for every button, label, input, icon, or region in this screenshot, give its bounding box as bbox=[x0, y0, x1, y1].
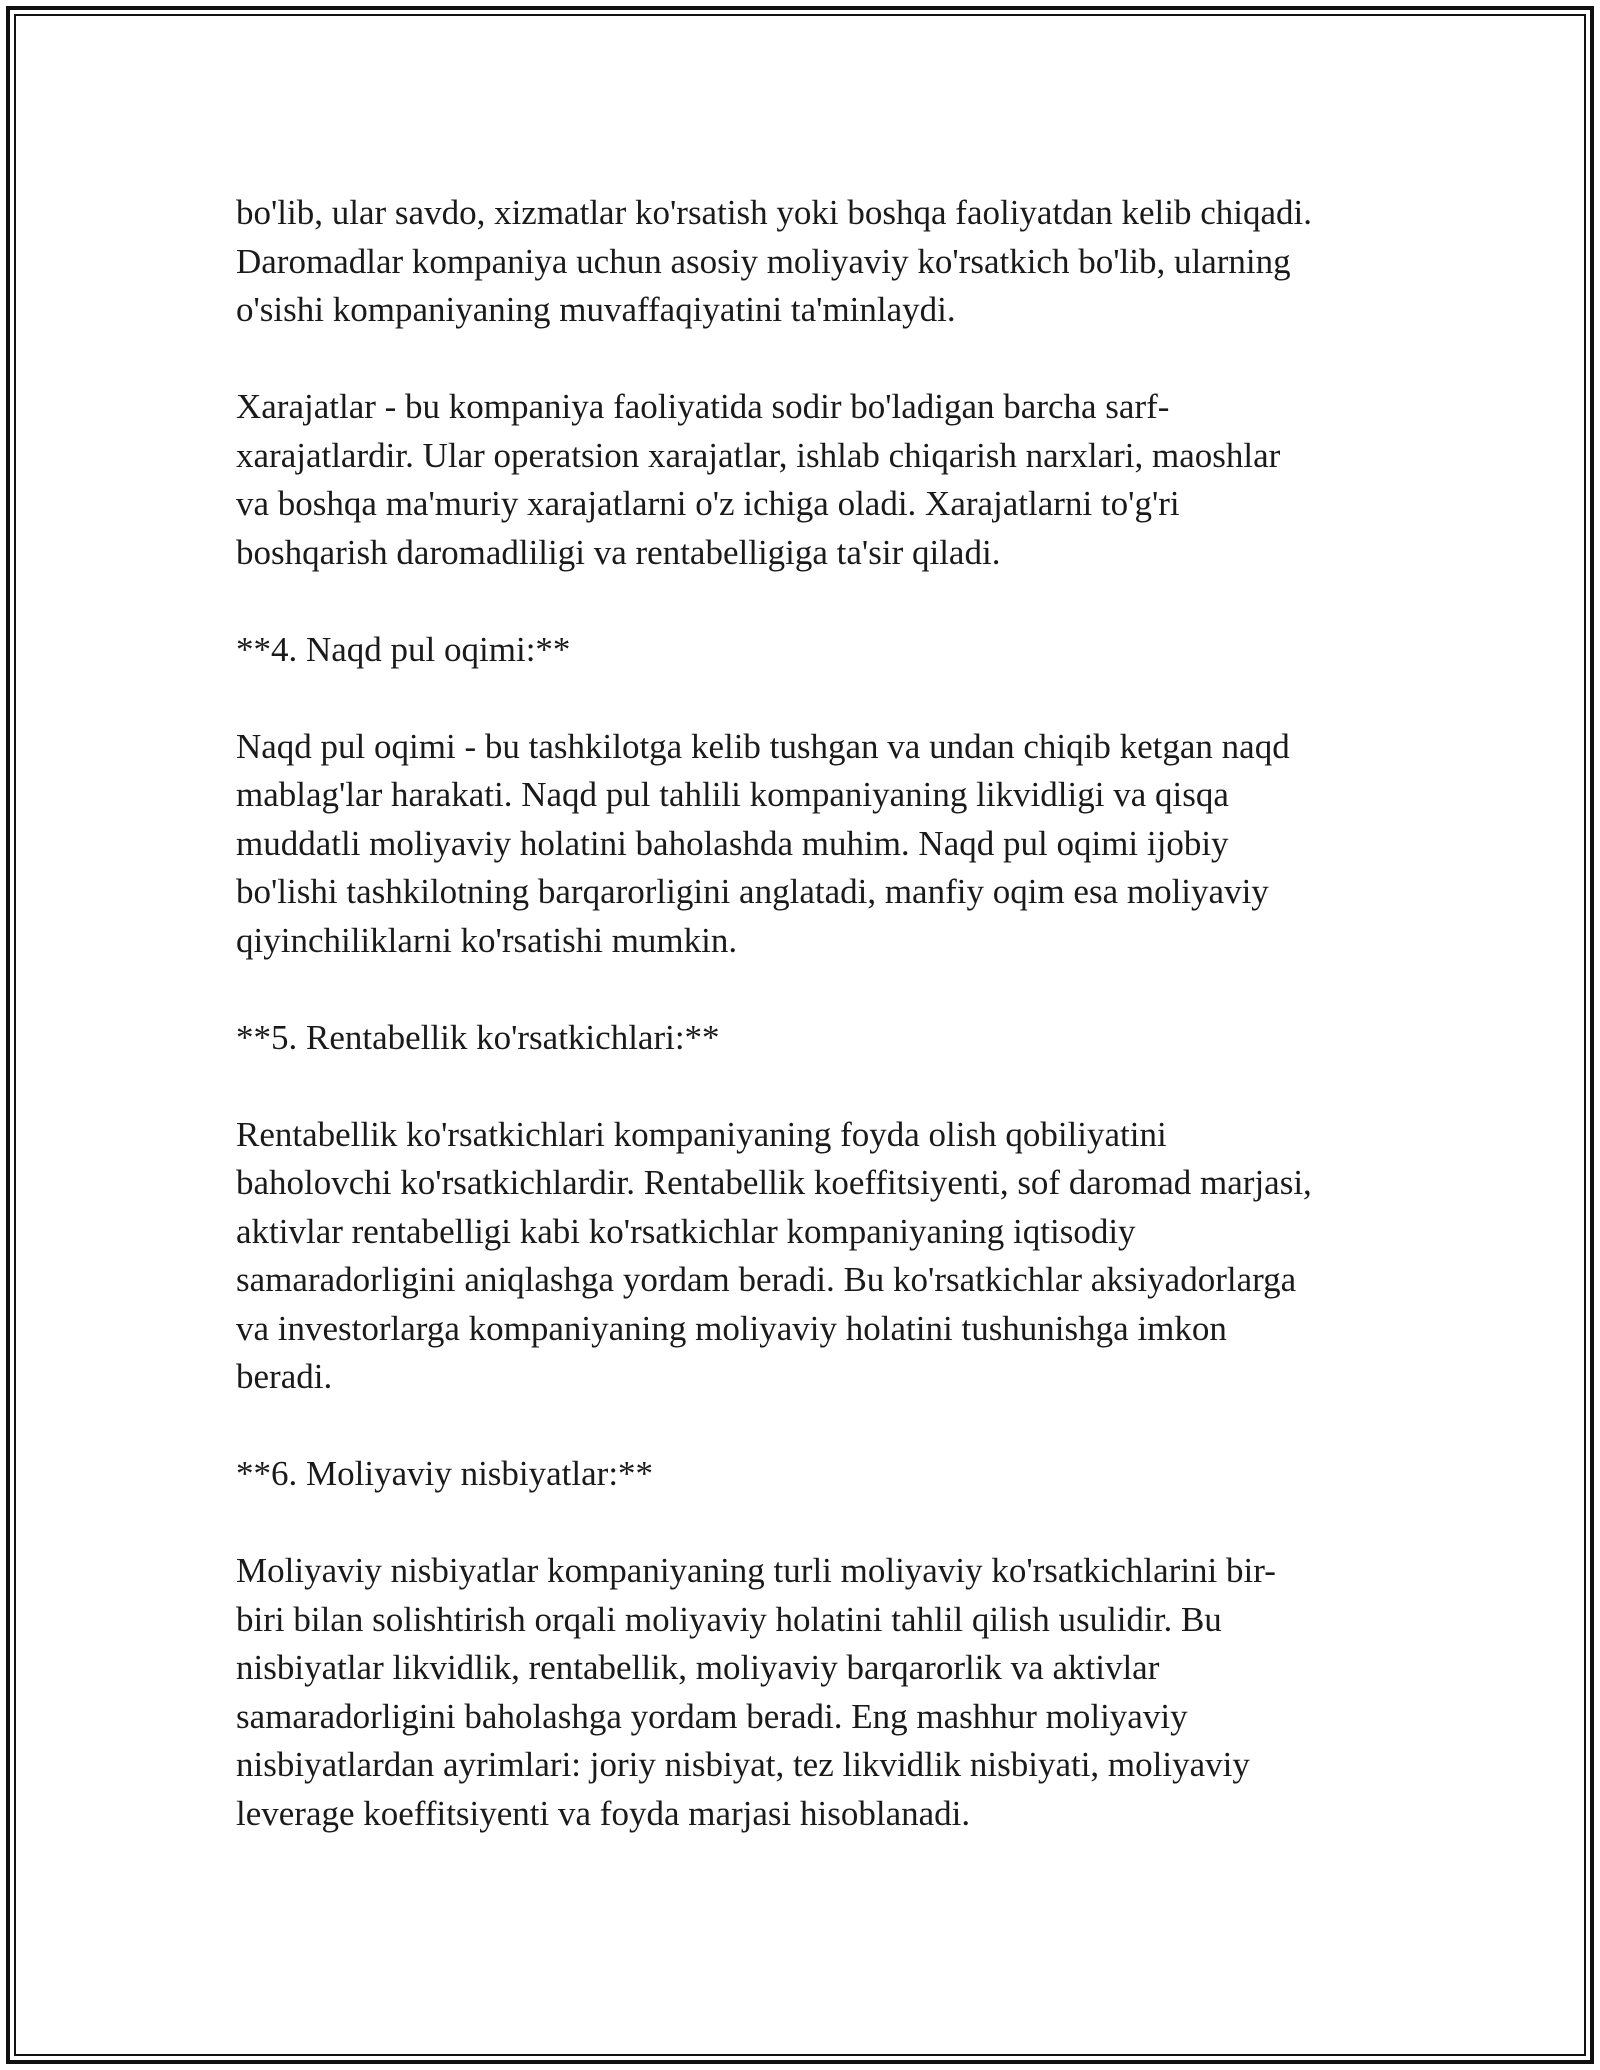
text-line: mablag'lar harakati. Naqd pul tahlili kompaniyaning likvidligi va qisqa bbox=[236, 775, 1229, 814]
text-line: va boshqa ma'muriy xarajatlarni o'z ichiga oladi. Xarajatlarni to'g'ri bbox=[236, 484, 1180, 523]
paragraph-profitability bbox=[236, 1111, 1376, 1402]
text-line: xarajatlardir. Ular operatsion xarajatlar, ishlab chiqarish narxlari, maoshlar bbox=[236, 435, 1281, 475]
section-heading-financial-ratios bbox=[236, 1450, 1376, 1499]
document-body bbox=[236, 189, 1376, 1838]
text-line: nisbiyatlar likvidlik, rentabellik, moliyaviy barqarorlik va aktivlar bbox=[236, 1648, 1160, 1687]
text-line: nisbiyatlardan ayrimlari: joriy nisbiyat, tez likvidlik nisbiyati, moliyaviy bbox=[236, 1745, 1250, 1784]
text-line: muddatli moliyaviy holatini baholashda muhim. Naqd pul oqimi ijobiy bbox=[236, 823, 1229, 863]
text-line: Rentabellik ko'rsatkichlari kompaniyaning foyda olish qobiliyatini bbox=[236, 1114, 1167, 1154]
text-line: baholovchi ko'rsatkichlardir. Rentabellik koeffitsiyenti, sof daromad marjasi, bbox=[236, 1163, 1312, 1202]
section-heading-profitability bbox=[236, 1014, 1376, 1063]
text-line: beradi. bbox=[236, 1357, 333, 1396]
text-line: Naqd pul oqimi - bu tashkilotga kelib tushgan va undan chiqib ketgan naqd bbox=[236, 726, 1290, 766]
text-line: samaradorligini aniqlashga yordam beradi. Bu ko'rsatkichlar aksiyadorlarga bbox=[236, 1260, 1297, 1299]
heading-text: **4. Naqd pul oqimi:** bbox=[236, 629, 571, 669]
text-line: aktivlar rentabelligi kabi ko'rsatkichlar kompaniyaning iqtisodiy bbox=[236, 1211, 1136, 1251]
text-line: bo'lib, ular savdo, xizmatlar ko'rsatish yoki boshqa faoliyatdan kelib chiqadi. bbox=[236, 193, 1312, 232]
paragraph-cash-flow bbox=[236, 723, 1376, 966]
text-line: biri bilan solishtirish orqali moliyaviy holatini tahlil qilish usulidir. Bu bbox=[236, 1599, 1222, 1639]
text-line: bo'lishi tashkilotning barqarorligini anglatadi, manfiy oqim esa moliyaviy bbox=[236, 872, 1269, 911]
paragraph-revenue-end bbox=[236, 189, 1376, 335]
text-line: Moliyaviy nisbiyatlar kompaniyaning turli moliyaviy ko'rsatkichlarini bir- bbox=[236, 1551, 1276, 1590]
text-line: qiyinchiliklarni ko'rsatishi mumkin. bbox=[236, 920, 738, 960]
text-line: o'sishi kompaniyaning muvaffaqiyatini ta'minlaydi. bbox=[236, 290, 956, 329]
text-line: Xarajatlar - bu kompaniya faoliyatida sodir bo'ladigan barcha sarf- bbox=[236, 387, 1170, 426]
paragraph-financial-ratios bbox=[236, 1547, 1376, 1838]
heading-text: **6. Moliyaviy nisbiyatlar:** bbox=[236, 1454, 654, 1493]
text-line: samaradorligini baholashga yordam beradi. Eng mashhur moliyaviy bbox=[236, 1696, 1188, 1736]
heading-text: **5. Rentabellik ko'rsatkichlari:** bbox=[236, 1017, 720, 1057]
text-line: boshqarish daromadliligi va rentabelligiga ta'sir qiladi. bbox=[236, 532, 1001, 572]
text-line: va investorlarga kompaniyaning moliyaviy holatini tushunishga imkon bbox=[236, 1308, 1227, 1348]
text-line: leverage koeffitsiyenti va foyda marjasi hisoblanadi. bbox=[236, 1793, 971, 1833]
text-line: Daromadlar kompaniya uchun asosiy moliyaviy ko'rsatkich bo'lib, ularning bbox=[236, 241, 1291, 281]
section-heading-cash-flow bbox=[236, 626, 1376, 675]
paragraph-expenses bbox=[236, 383, 1376, 577]
